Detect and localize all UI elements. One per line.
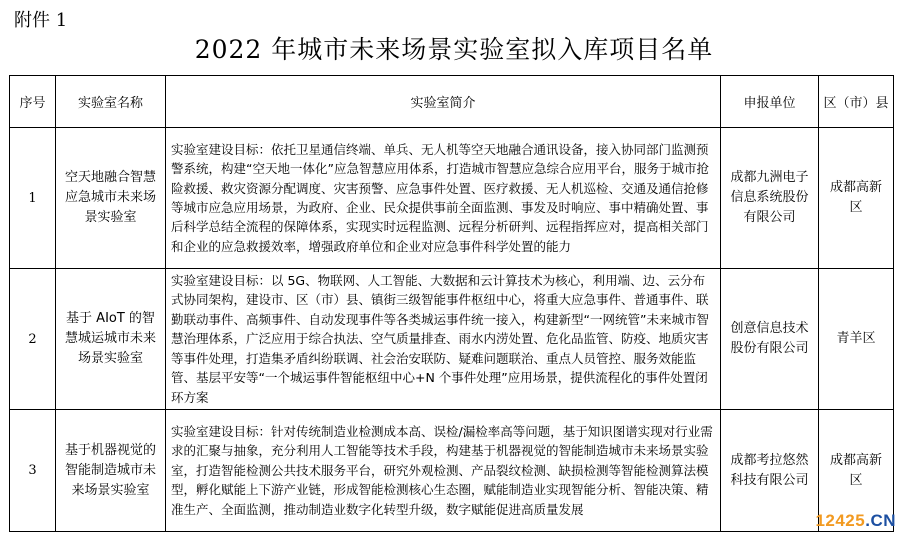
table-row — [10, 269, 894, 410]
row-intro: 实验室建设目标：针对传统制造业检测成本高、误检/漏检率高等问题，基于知识图谱实现对行业需求的汇聚与抽象，充分利用人工智能等技术手段，构建基于机器视觉的智能制造城市未来场景实验室，打造智能检测公共技术服务平台，研究外观检测、产品裂纹检测、缺损检测等智能检测算法模型，孵化赋能上下游产业链，形成智能检测核心生态圈，赋能制造业实现智能分析、智能决策、精准生产、全面监测，推动制造业数字化转型升级，数字赋能促进高质量发展 — [166, 410, 721, 532]
table-row — [10, 410, 894, 532]
row-unit: 成都九洲电子信息系统股份有限公司 — [721, 128, 819, 269]
header-name: 实验室名称 — [56, 76, 166, 128]
table-row — [10, 128, 894, 269]
watermark-number: 12425 — [815, 511, 866, 530]
project-table — [9, 75, 894, 532]
row-unit: 创意信息技术股份有限公司 — [721, 269, 819, 410]
row-intro: 实验室建设目标：依托卫星通信终端、单兵、无人机等空天地融合通讯设备，接入协同部门监测预警系统，构建“空天地一体化”应急智慧应用体系，打造城市智慧应急综合应用平台，服务于城市抢险救援、救灾资源分配调度、灾害预警、应急事件处置、医疗救援、无人机巡检、交通及通信抢修等城市应急应用场景，为政府、企业、民众提供事前全面监测、事发及时响应、事中精确处置、事后科学总结全流程的保障体系，实现实时远程监测、远程分析研判、远程指挥应对，提高相关部门和企业的应急救援效率，增强政府单位和企业对应急事件科学处置的能力 — [166, 128, 721, 269]
header-no: 序号 — [10, 76, 56, 128]
row-district: 青羊区 — [819, 269, 894, 410]
row-district: 成都高新区 — [819, 410, 894, 532]
row-no: 2 — [10, 269, 56, 410]
page-title: 2022 年城市未来场景实验室拟入库项目名单 — [194, 35, 714, 64]
header-district: 区（市）县 — [819, 76, 894, 128]
row-district: 成都高新区 — [819, 128, 894, 269]
row-name: 基于 AIoT 的智慧城运城市未来场景实验室 — [56, 269, 166, 410]
watermark-suffix: .CN — [865, 511, 896, 530]
row-name: 基于机器视觉的智能制造城市未来场景实验室 — [56, 410, 166, 532]
header-intro: 实验室简介 — [166, 76, 721, 128]
row-intro: 实验室建设目标：以 5G、物联网、人工智能、大数据和云计算技术为核心，利用端、边、云分布式协同架构，建设市、区（市）县、镇街三级智能事件枢纽中心，将重大应急事件、普通事件、联勤联动事件、高频事件、自动发现事件等各类城运事件统一接入，构建新型“一网统管”未来城市智慧治理体系，广泛应用于综合执法、空气质量排查、雨水内涝处置、危化品监管、防疫、地质灾害等事件处理，打造集矛盾纠纷联调、社会治安联防、疑难问题联治、重点人员管控、服务效能监管、基层平安等“一个城运事件智能枢纽中心+N 个事件处理”应用场景，提供流程化的事件处置闭环方案 — [166, 269, 721, 410]
attachment-label: 附件 1 — [14, 10, 68, 31]
row-no: 1 — [10, 128, 56, 269]
row-unit: 成都考拉悠然科技有限公司 — [721, 410, 819, 532]
row-name: 空天地融合智慧应急城市未来场景实验室 — [56, 128, 166, 269]
header-unit: 申报单位 — [721, 76, 819, 128]
row-no: 3 — [10, 410, 56, 532]
watermark-logo — [815, 511, 896, 531]
table-header-row — [10, 76, 894, 128]
